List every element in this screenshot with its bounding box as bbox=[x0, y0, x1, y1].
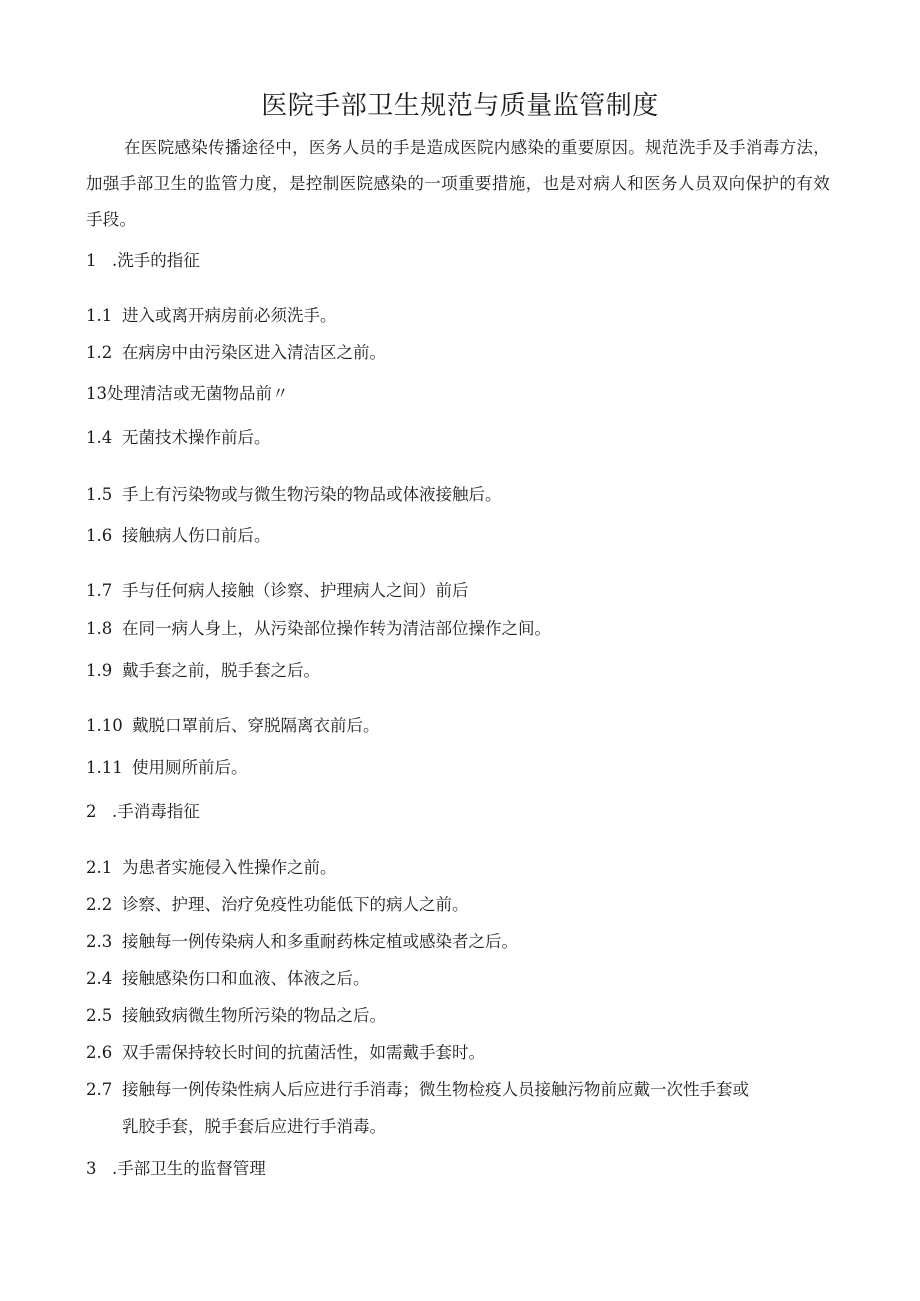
list-item: 1.1 进入或离开病房前必须洗手。 bbox=[86, 306, 337, 325]
section-number: 1 bbox=[86, 251, 97, 270]
list-item: 1.2 在病房中由污染区进入清洁区之前。 bbox=[86, 343, 386, 362]
list-item: 1.5 手上有污染物或与微生物污染的物品或体液接触后。 bbox=[86, 485, 502, 504]
list-item: 2.6 双手需保持较长时间的抗菌活性，如需戴手套时。 bbox=[86, 1043, 485, 1062]
list-item: 1.4 无菌技术操作前后。 bbox=[86, 428, 271, 447]
section-title: .手消毒指征 bbox=[112, 802, 200, 821]
section-number: 3 bbox=[86, 1159, 97, 1178]
list-item: 2.5 接触致病微生物所污染的物品之后。 bbox=[86, 1006, 386, 1025]
section-heading-1 bbox=[86, 248, 200, 274]
list-item: 1.6 接触病人伤口前后。 bbox=[86, 526, 271, 545]
list-item: 1.8 在同一病人身上，从污染部位操作转为清洁部位操作之间。 bbox=[86, 619, 551, 638]
list-item: 2.7 接触每一例传染性病人后应进行手消毒；微生物检疫人员接触污物前应戴一次性手套或 乳胶手套，脱手套后应进行手消毒。 bbox=[86, 1080, 749, 1136]
list-item: 1.9 戴手套之前，脱手套之后。 bbox=[86, 661, 320, 680]
list-item: 1.7 手与任何病人接触（诊察、护理病人之间）前后 bbox=[86, 581, 469, 600]
section-title: .洗手的指征 bbox=[112, 251, 200, 270]
section-heading-3 bbox=[86, 1156, 266, 1182]
intro-paragraph: 在医院感染传播途径中，医务人员的手是造成医院内感染的重要原因。规范洗手及手消毒方法，加强手部卫生的监管力度，是控制医院感染的一项重要措施，也是对病人和医务人员双向保护的有效手段。 bbox=[86, 138, 830, 229]
section-title: .手部卫生的监督管理 bbox=[112, 1159, 266, 1178]
list-item: 1.10 戴脱口罩前后、穿脱隔离衣前后。 bbox=[86, 716, 380, 735]
list-item: 2.2 诊察、护理、治疗免疫性功能低下的病人之前。 bbox=[86, 895, 469, 914]
section-number: 2 bbox=[86, 802, 97, 821]
list-item: 1.11 使用厕所前后。 bbox=[86, 758, 248, 777]
list-item: 2.1 为患者实施侵入性操作之前。 bbox=[86, 858, 337, 877]
section-heading-2 bbox=[86, 799, 200, 825]
list-item: 13处理清洁或无菌物品前〃 bbox=[86, 384, 289, 403]
list-item: 2.3 接触每一例传染病人和多重耐药株定植或感染者之后。 bbox=[86, 932, 518, 951]
list-item: 2.4 接触感染伤口和血液、体液之后。 bbox=[86, 969, 370, 988]
document-title: 医院手部卫生规范与质量监管制度 bbox=[261, 91, 659, 121]
